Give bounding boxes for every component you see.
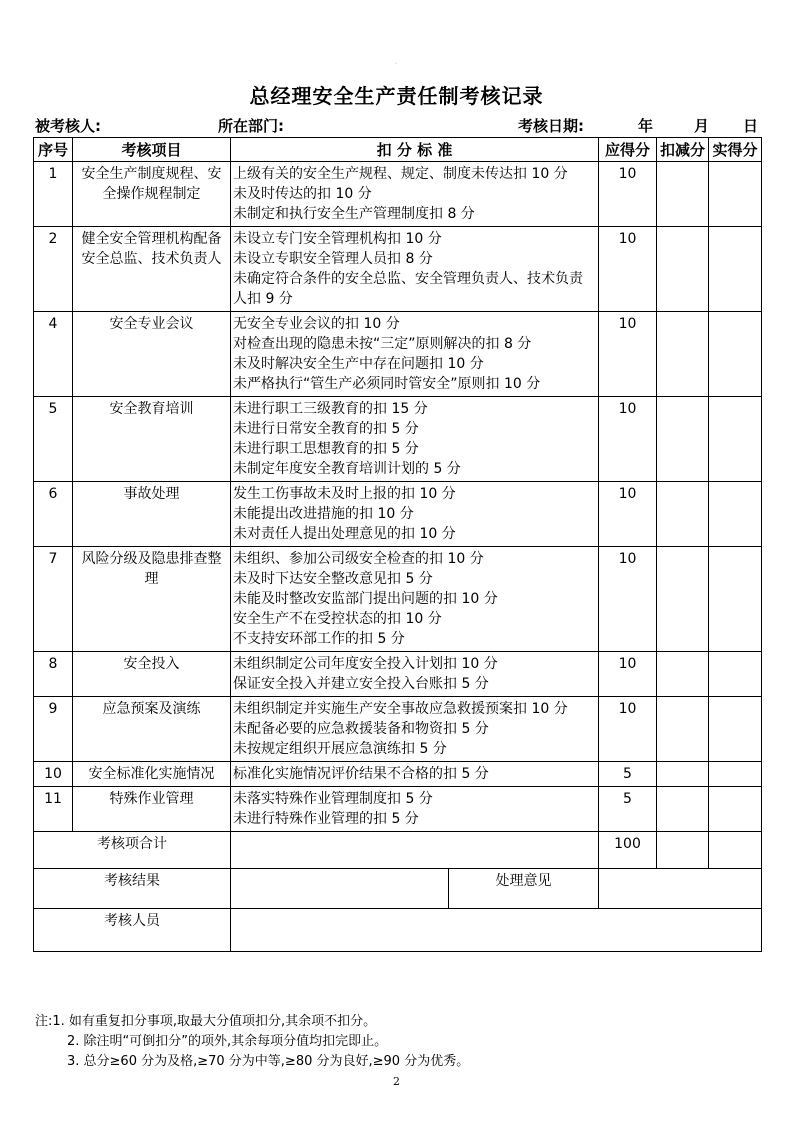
row-deduct-cell[interactable]: [657, 397, 709, 482]
row-score: 10: [599, 227, 657, 312]
row-item: 应急预案及演练: [73, 697, 231, 762]
criteria-line: 未确定符合条件的安全总监、安全管理负责人、技术负责人扣 9 分: [233, 271, 583, 307]
row-score: 5: [599, 787, 657, 832]
table-row: [34, 227, 762, 312]
criteria-line: 发生工伤事故未及时上报的扣 10 分: [233, 486, 456, 502]
row-deduct-cell[interactable]: [657, 312, 709, 397]
note-3: 3. 总分≥60 分为及格,≥70 分为中等,≥80 分为良好,≥90 分为优秀。: [67, 1054, 470, 1069]
row-criteria: [231, 547, 599, 652]
row-item: 风险分级及隐患排查整理: [73, 547, 231, 652]
criteria-line: 未组织制定公司年度安全投入计划扣 10 分: [233, 656, 498, 672]
row-score: 10: [599, 162, 657, 227]
table-row: [34, 697, 762, 762]
assessor-cell[interactable]: [231, 909, 762, 952]
row-actual-cell[interactable]: [709, 697, 762, 762]
row-criteria: [231, 397, 599, 482]
criteria-line: 保证安全投入并建立安全投入台账扣 5 分: [233, 676, 489, 692]
row-criteria: [231, 652, 599, 697]
row-score: 10: [599, 697, 657, 762]
table-row: [34, 482, 762, 547]
criteria-line: 未制定年度安全教育培训计划的 5 分: [233, 461, 461, 477]
table-row: [34, 547, 762, 652]
header-seq: 序号: [34, 138, 73, 162]
assessor-label: 考核人员: [34, 909, 231, 952]
note-1: 注:1. 如有重复扣分事项,取最大分值项扣分,其余项不扣分。: [35, 1014, 377, 1029]
row-seq: 7: [34, 547, 73, 652]
criteria-line: 未对责任人提出处理意见的扣 10 分: [233, 526, 456, 542]
criteria-line: 未及时传达的扣 10 分: [233, 186, 372, 202]
criteria-line: 未设立专门安全管理机构扣 10 分: [233, 231, 442, 247]
note-2: 2. 除注明“可倒扣分”的项外,其余每项分值均扣完即止。: [67, 1034, 388, 1049]
notes: [35, 1012, 469, 1072]
criteria-line: 上级有关的安全生产规程、规定、制度未传达扣 10 分: [233, 166, 568, 182]
criteria-line: 未进行日常安全教育的扣 5 分: [233, 421, 419, 437]
row-item: 安全专业会议: [73, 312, 231, 397]
header-actual: 实得分: [709, 138, 762, 162]
header-deduct: 扣减分: [657, 138, 709, 162]
month-label: 月: [694, 117, 710, 135]
row-item: 安全投入: [73, 652, 231, 697]
header-info: [35, 115, 760, 135]
row-seq: 6: [34, 482, 73, 547]
header-item: 考核项目: [73, 138, 231, 162]
criteria-line: 未组织、参加公司级安全检查的扣 10 分: [233, 551, 484, 567]
criteria-line: 未落实特殊作业管理制度扣 5 分: [233, 791, 433, 807]
criteria-line: 安全生产不在受控状态的扣 10 分: [233, 611, 442, 627]
table-row: [34, 397, 762, 482]
row-actual-cell[interactable]: [709, 787, 762, 832]
criteria-line: 未能及时整改安监部门提出问题的扣 10 分: [233, 591, 498, 607]
row-score: 10: [599, 312, 657, 397]
row-deduct-cell[interactable]: [657, 652, 709, 697]
row-deduct-cell[interactable]: [657, 227, 709, 312]
criteria-line: 未进行职工三级教育的扣 15 分: [233, 401, 428, 417]
criteria-line: 未配备必要的应急救援装备和物资扣 5 分: [233, 721, 489, 737]
assessee-label: 被考核人:: [35, 117, 101, 135]
row-actual-cell[interactable]: [709, 397, 762, 482]
year-label: 年: [638, 117, 654, 135]
row-actual-cell[interactable]: [709, 162, 762, 227]
row-score: 10: [599, 397, 657, 482]
row-deduct-cell[interactable]: [657, 482, 709, 547]
criteria-line: 标准化实施情况评价结果不合格的扣 5 分: [233, 766, 489, 782]
criteria-line: 未进行特殊作业管理的扣 5 分: [233, 811, 419, 827]
criteria-line: 未设立专职安全管理人员扣 8 分: [233, 251, 433, 267]
row-actual-cell[interactable]: [709, 652, 762, 697]
row-actual-cell[interactable]: [709, 762, 762, 787]
header-criteria: 扣 分 标 准: [231, 138, 599, 162]
total-criteria-cell: [231, 832, 599, 869]
result-label: 考核结果: [34, 869, 231, 909]
row-actual-cell[interactable]: [709, 482, 762, 547]
row-score: 10: [599, 482, 657, 547]
criteria-line: 未进行职工思想教育的扣 5 分: [233, 441, 419, 457]
row-actual-cell[interactable]: [709, 547, 762, 652]
row-score: 10: [599, 652, 657, 697]
row-score: 5: [599, 762, 657, 787]
row-seq: 1: [34, 162, 73, 227]
row-score: 10: [599, 547, 657, 652]
department-label: 所在部门:: [218, 117, 284, 135]
result-row: [34, 869, 762, 909]
row-criteria: [231, 162, 599, 227]
row-item: 健全安全管理机构配备安全总监、技术负责人: [73, 227, 231, 312]
criteria-line: 对检查出现的隐患未按“三定”原则解决的扣 8 分: [233, 336, 532, 352]
row-deduct-cell[interactable]: [657, 162, 709, 227]
day-label: 日: [743, 117, 759, 135]
criteria-line: 未严格执行“管生产必须同时管安全”原则扣 10 分: [233, 376, 541, 392]
row-criteria: [231, 697, 599, 762]
total-actual-cell[interactable]: [709, 832, 762, 869]
row-deduct-cell[interactable]: [657, 787, 709, 832]
row-actual-cell[interactable]: [709, 312, 762, 397]
criteria-line: 未能提出改进措施的扣 10 分: [233, 506, 414, 522]
table-row: [34, 312, 762, 397]
table-row: [34, 762, 762, 787]
criteria-line: 未按规定组织开展应急演练扣 5 分: [233, 741, 447, 757]
row-item: 特殊作业管理: [73, 787, 231, 832]
table-body: [34, 162, 762, 832]
total-label: 考核项合计: [34, 832, 231, 869]
result-cell[interactable]: [231, 869, 449, 909]
page-number: 2: [393, 1075, 400, 1088]
date-label: 考核日期:: [518, 117, 584, 135]
row-item: 安全标准化实施情况: [73, 762, 231, 787]
assessor-row: [34, 909, 762, 952]
row-item: 事故处理: [73, 482, 231, 547]
row-actual-cell[interactable]: [709, 227, 762, 312]
criteria-line: 未及时解决安全生产中存在问题扣 10 分: [233, 356, 484, 372]
row-item: 安全生产制度规程、安全操作规程制定: [73, 162, 231, 227]
row-criteria: [231, 762, 599, 787]
opinion-label: 处理意见: [449, 869, 599, 909]
opinion-cell[interactable]: [599, 869, 762, 909]
row-seq: 8: [34, 652, 73, 697]
criteria-line: 未及时下达安全整改意见扣 5 分: [233, 571, 433, 587]
row-criteria: [231, 312, 599, 397]
row-seq: 4: [34, 312, 73, 397]
row-seq: 11: [34, 787, 73, 832]
row-deduct-cell[interactable]: [657, 762, 709, 787]
document-title: 总经理安全生产责任制考核记录: [249, 84, 544, 108]
total-row: [34, 832, 762, 869]
row-item: 安全教育培训: [73, 397, 231, 482]
row-deduct-cell[interactable]: [657, 697, 709, 762]
criteria-line: 无安全专业会议的扣 10 分: [233, 316, 400, 332]
total-score: 100: [599, 832, 657, 869]
table-row: [34, 162, 762, 227]
table-row: [34, 652, 762, 697]
total-deduct-cell[interactable]: [657, 832, 709, 869]
criteria-line: 未组织制定并实施生产安全事故应急救援预案扣 10 分: [233, 701, 568, 717]
criteria-line: 未制定和执行安全生产管理制度扣 8 分: [233, 206, 475, 222]
page-mark: .: [395, 59, 397, 66]
criteria-line: 不支持安环部工作的扣 5 分: [233, 631, 405, 647]
table-row: [34, 787, 762, 832]
row-criteria: [231, 482, 599, 547]
header-score: 应得分: [599, 138, 657, 162]
row-criteria: [231, 227, 599, 312]
row-seq: 9: [34, 697, 73, 762]
row-seq: 5: [34, 397, 73, 482]
header-row: [34, 138, 762, 162]
assessment-table: [33, 137, 762, 952]
row-deduct-cell[interactable]: [657, 547, 709, 652]
row-seq: 2: [34, 227, 73, 312]
row-criteria: [231, 787, 599, 832]
row-seq: 10: [34, 762, 73, 787]
